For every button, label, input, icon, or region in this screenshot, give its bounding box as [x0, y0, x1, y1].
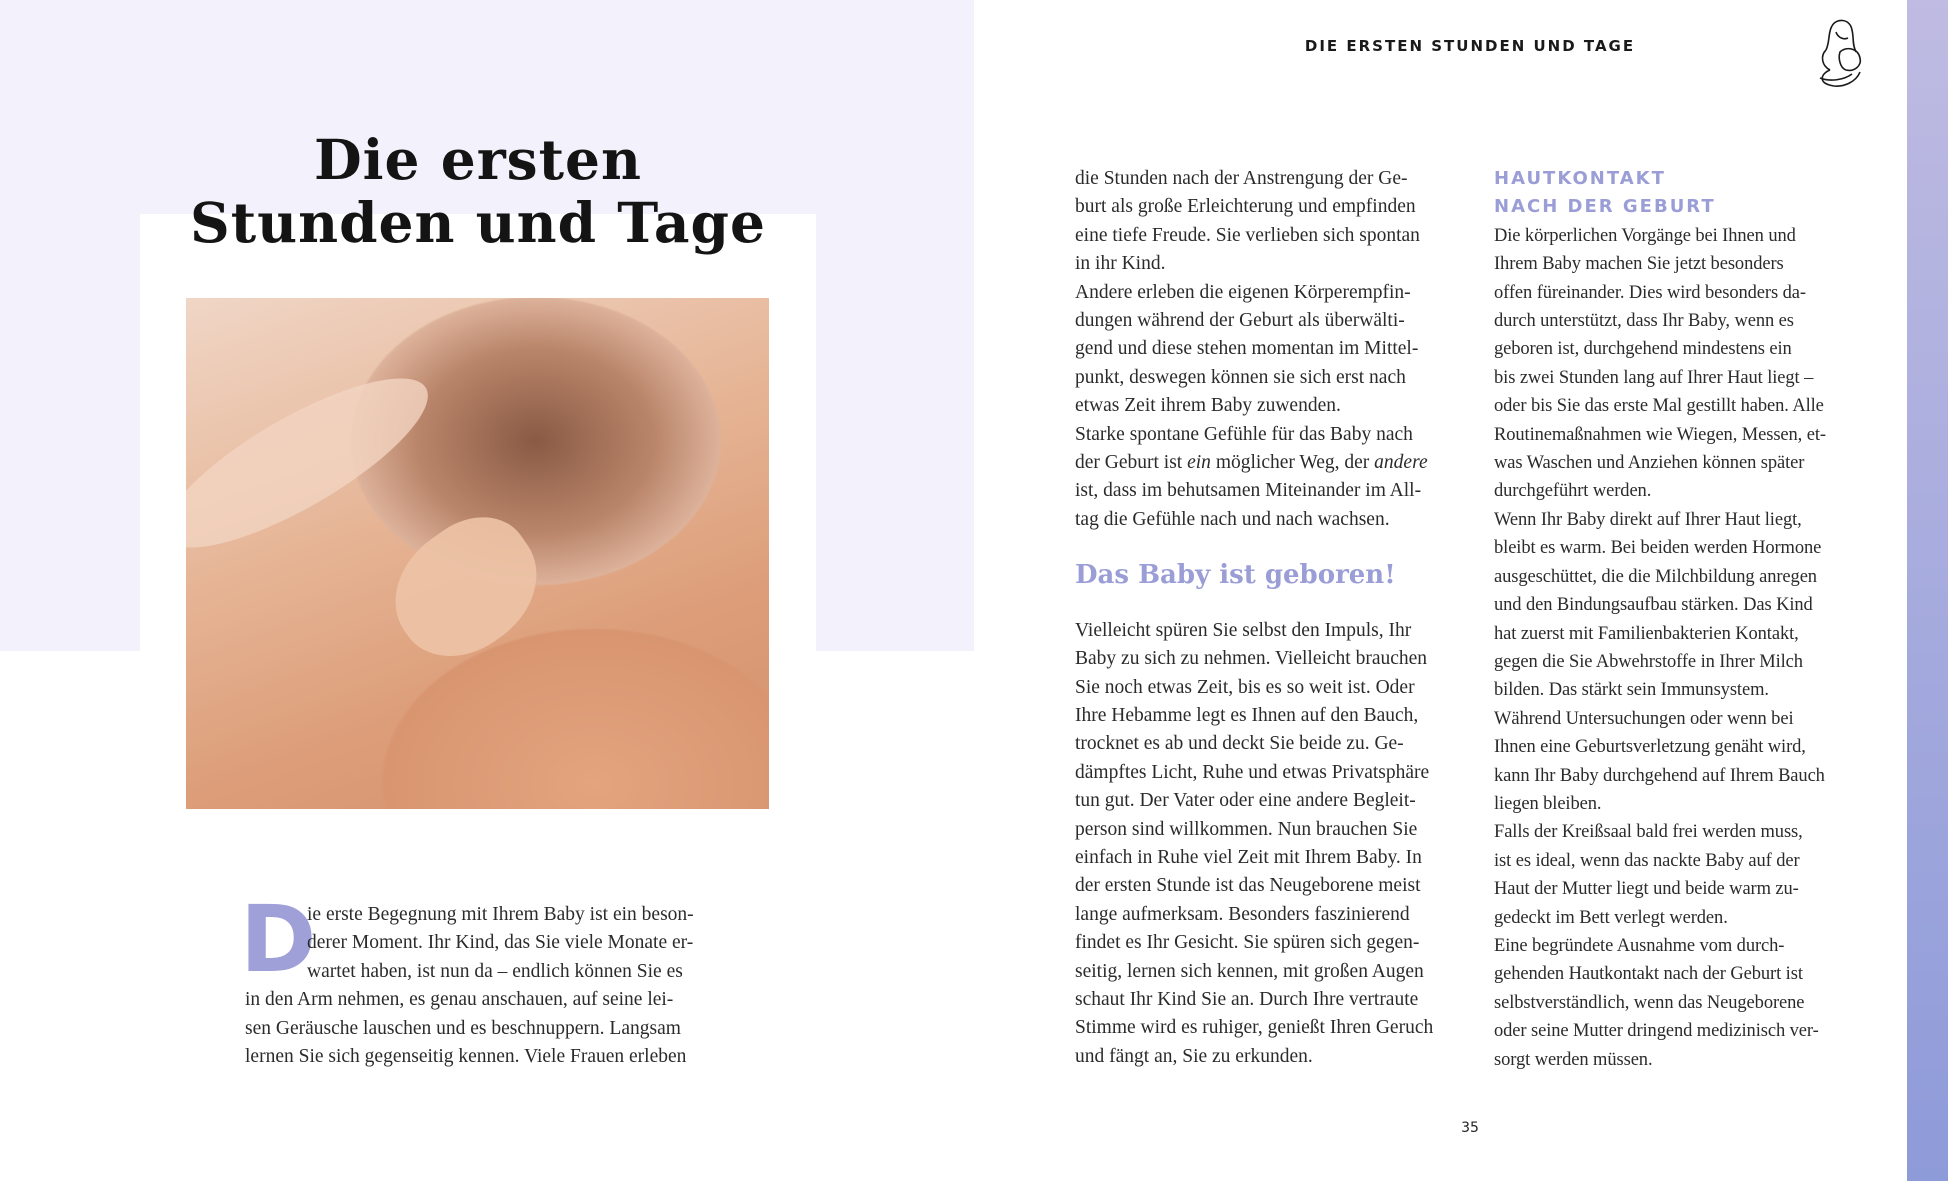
text-line: bis zwei Stunden lang auf Ihrer Haut liegt –: [1494, 367, 1814, 388]
text-line: Stimme wird es ruhiger, genießt Ihren Geruch: [1075, 1017, 1434, 1039]
text-line: derer Moment. Ihr Kind, das Sie viele Monate er-: [307, 932, 694, 954]
text-line: offen füreinander. Dies wird besonders da-: [1494, 282, 1806, 303]
text-line: hat zuerst mit Familienbakterien Kontakt,: [1494, 623, 1799, 644]
left-column-text: [245, 901, 725, 1071]
text-line: [1075, 449, 1455, 477]
drop-cap: D: [240, 886, 317, 993]
text-line: bleibt es warm. Bei beiden werden Hormone: [1494, 538, 1822, 559]
mother-breastfeeding-icon: [1810, 16, 1870, 92]
text-line: ie erste Begegnung mit Ihrem Baby ist ein beson-: [307, 904, 694, 925]
text-line: durchgeführt werden.: [1494, 481, 1652, 502]
text-line: und den Bindungsaufbau stärken. Das Kind: [1494, 595, 1813, 616]
text-line: einfach in Ruhe viel Zeit mit Ihrem Baby. In: [1075, 846, 1422, 868]
text-line: Während Untersuchungen oder wenn bei: [1494, 708, 1794, 729]
text-line: oder seine Mutter dringend medizinisch ver-: [1494, 1021, 1819, 1042]
text-line: Ihnen eine Geburtsverletzung genäht wird,: [1494, 737, 1806, 758]
text-line: tun gut. Der Vater oder eine andere Begleit-: [1075, 790, 1416, 812]
subheading: Das Baby ist geboren!: [1075, 560, 1396, 591]
hand-shape: [370, 496, 562, 680]
text-line: oder bis Sie das erste Mal gestillt haben. Alle: [1494, 396, 1824, 417]
text: der Geburt ist: [1075, 452, 1188, 474]
text-line: punkt, deswegen können sie sich erst nach: [1075, 366, 1406, 388]
text-line: in ihr Kind.: [1075, 253, 1166, 275]
text-line: seitig, lernen sich kennen, mit großen Augen: [1075, 960, 1424, 982]
text-line: was Waschen und Anziehen können später: [1494, 453, 1805, 474]
title-line: Die ersten: [313, 127, 643, 192]
text-line: gegen die Sie Abwehrstoffe in Ihrer Milch: [1494, 651, 1803, 672]
text-line: Die körperlichen Vorgänge bei Ihnen und: [1494, 225, 1796, 246]
middle-column: [1075, 165, 1455, 1071]
text-line: findet es Ihr Gesicht. Sie spüren sich gegen-: [1075, 932, 1420, 954]
text-line: person sind willkommen. Nun brauchen Sie: [1075, 818, 1418, 840]
text-line: sorgt werden müssen.: [1494, 1049, 1653, 1070]
page-edge-strip: [1907, 0, 1948, 1181]
text-line: durch unterstützt, dass Ihr Baby, wenn es: [1494, 311, 1794, 332]
text-line: gend und diese stehen momentan im Mittel-: [1075, 338, 1419, 360]
text-line: gedeckt im Bett verlegt werden.: [1494, 907, 1728, 928]
text-line: schaut Ihr Kind Sie an. Durch Ihre vertraute: [1075, 988, 1419, 1010]
text-line: Routinemaßnahmen wie Wiegen, Messen, et-: [1494, 424, 1826, 445]
text-line: selbstverständlich, wenn das Neugeborene: [1494, 992, 1805, 1013]
arm-shape: [186, 349, 448, 577]
text-line: tag die Gefühle nach und nach wachsen.: [1075, 508, 1390, 530]
text-line: etwas Zeit ihrem Baby zuwenden.: [1075, 395, 1341, 417]
text-line: kann Ihr Baby durchgehend auf Ihrem Bauch: [1494, 765, 1825, 786]
kicker-line: NACH DER GEBURT: [1494, 196, 1716, 218]
text-line: lernen Sie sich gegenseitig kennen. Viele Frauen erleben: [245, 1046, 687, 1068]
page-number: 35: [1461, 1120, 1479, 1136]
text-line: Wenn Ihr Baby direkt auf Ihrer Haut liegt,: [1494, 509, 1802, 530]
text-line: Andere erleben die eigenen Körperempfin-: [1075, 281, 1411, 303]
text-line: Sie noch etwas Zeit, bis es so weit ist. Oder: [1075, 676, 1415, 698]
section-kicker: [1494, 165, 1894, 222]
text-line: geboren ist, durchgehend mindestens ein: [1494, 339, 1792, 360]
text-line: lange aufmerksam. Besonders faszinierend: [1075, 903, 1410, 925]
text-line: ausgeschüttet, die die Milchbildung anregen: [1494, 566, 1817, 587]
text-line: trocknet es ab und deckt Sie beide zu. Ge-: [1075, 733, 1404, 755]
text-line: dämpftes Licht, Ruhe und etwas Privatsphäre: [1075, 761, 1430, 783]
text-line: gehenden Hautkontakt nach der Geburt ist: [1494, 964, 1803, 985]
text-line: Eine begründete Ausnahme vom durch-: [1494, 935, 1785, 956]
emphasis: ein: [1187, 452, 1211, 474]
text-line: dungen während der Geburt als überwälti-: [1075, 310, 1405, 332]
text-line: Baby zu sich zu nehmen. Vielleicht brauchen: [1075, 648, 1428, 670]
emphasis: andere: [1374, 452, 1428, 474]
title-line: Stunden und Tage: [189, 190, 767, 255]
text-line: ist, dass im behutsamen Miteinander im All-: [1075, 480, 1422, 502]
text-line: Haut der Mutter liegt und beide warm zu-: [1494, 879, 1799, 900]
text: möglicher Weg, der: [1210, 452, 1375, 474]
text-line: bilden. Das stärkt sein Immunsystem.: [1494, 680, 1769, 701]
text-line: die Stunden nach der Anstrengung der Ge-: [1075, 168, 1408, 189]
text-line: Vielleicht spüren Sie selbst den Impuls, Ihr: [1075, 619, 1412, 641]
kicker-line: HAUTKONTAKT: [1494, 168, 1666, 189]
right-column: [1494, 165, 1894, 1074]
text-line: liegen bleiben.: [1494, 793, 1602, 814]
text-line: in den Arm nehmen, es genau anschauen, auf seine lei-: [245, 989, 674, 1011]
text-line: wartet haben, ist nun da – endlich können Sie es: [307, 960, 683, 982]
text-line: Ihre Hebamme legt es Ihnen auf den Bauch,: [1075, 704, 1419, 726]
chapter-title: [140, 128, 816, 254]
text-line: der ersten Stunde ist das Neugeborene meist: [1075, 875, 1421, 897]
text-line: Ihrem Baby machen Sie jetzt besonders: [1494, 254, 1784, 275]
baby-photo: [186, 298, 769, 809]
text-line: sen Geräusche lauschen und es beschnuppern. Langsam: [245, 1017, 681, 1039]
text-line: Falls der Kreißsaal bald frei werden muss,: [1494, 822, 1803, 843]
text-line: burt als große Erleichterung und empfinden: [1075, 196, 1416, 218]
text-line: und fängt an, Sie zu erkunden.: [1075, 1045, 1313, 1067]
running-header: DIE ERSTEN STUNDEN UND TAGE: [1304, 37, 1636, 55]
text-line: eine tiefe Freude. Sie verlieben sich spontan: [1075, 224, 1420, 246]
text-line: ist es ideal, wenn das nackte Baby auf der: [1494, 850, 1800, 871]
text-line: Starke spontane Gefühle für das Baby nach: [1075, 423, 1413, 445]
